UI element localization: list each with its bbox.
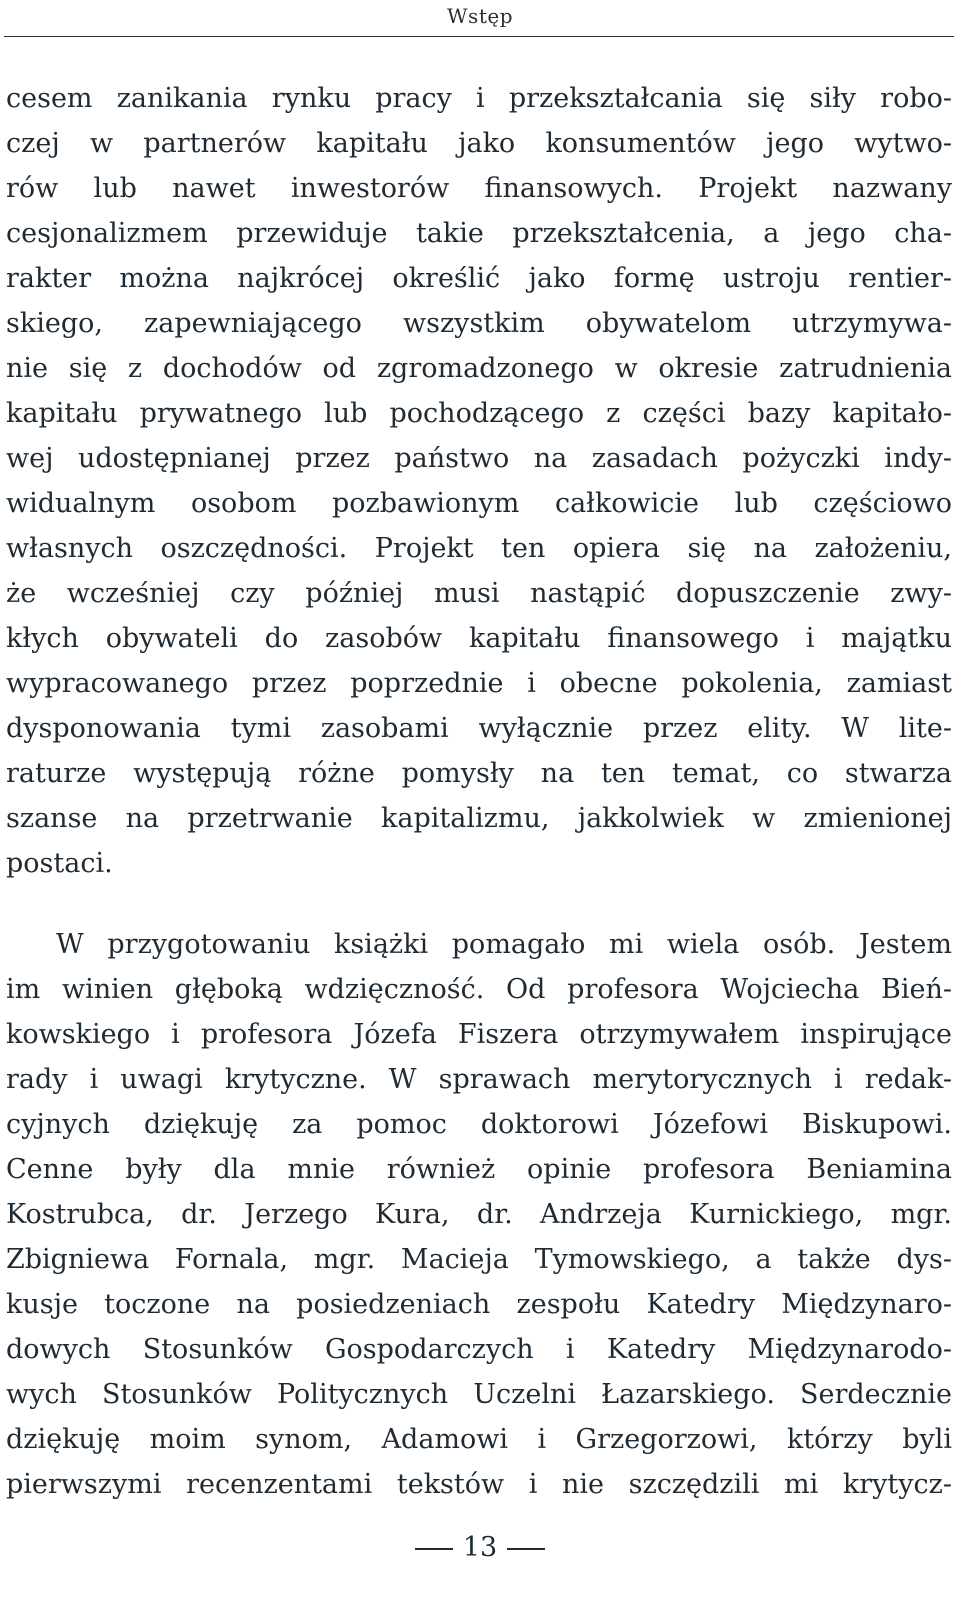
text-line: cesem zanikania rynku pracy i przekształcania się siły robo- bbox=[6, 83, 952, 114]
text-line: Cenne były dla mnie również opinie profesora Beniamina bbox=[6, 1154, 952, 1185]
text-line: wych Stosunków Politycznych Uczelni Łazarskiego. Serdecznie bbox=[6, 1379, 952, 1410]
folio-dash-right bbox=[507, 1548, 545, 1550]
text-line: skiego, zapewniającego wszystkim obywatelom utrzymywa- bbox=[6, 308, 952, 339]
text-line: dysponowania tymi zasobami wyłącznie przez elity. W lite- bbox=[6, 713, 952, 744]
text-line: kłych obywateli do zasobów kapitału finansowego i majątku bbox=[6, 623, 952, 654]
text-line: czej w partnerów kapitału jako konsumentów jego wytwo- bbox=[6, 128, 952, 159]
text-line: rów lub nawet inwestorów finansowych. Projekt nazwany bbox=[6, 173, 952, 204]
text-line: cyjnych dziękuję za pomoc doktorowi Józefowi Biskupowi. bbox=[6, 1109, 952, 1140]
text-line: kusje toczone na posiedzeniach zespołu Katedry Międzynaro- bbox=[6, 1289, 952, 1320]
paragraph-2 bbox=[6, 922, 952, 1507]
page-number-footer bbox=[0, 1532, 960, 1563]
text-line: Kostrubca, dr. Jerzego Kura, dr. Andrzeja Kurnickiego, mgr. bbox=[6, 1199, 952, 1230]
text-line: wej udostępnianej przez państwo na zasadach pożyczki indy- bbox=[6, 443, 952, 474]
text-line: szanse na przetrwanie kapitalizmu, jakkolwiek w zmienionej bbox=[6, 803, 952, 834]
text-line: W przygotowaniu książki pomagało mi wiela osób. Jestem bbox=[56, 929, 952, 960]
text-line: wypracowanego przez poprzednie i obecne pokolenia, zamiast bbox=[6, 668, 952, 699]
page-number: 13 bbox=[462, 1532, 498, 1563]
text-line: nie się z dochodów od zgromadzonego w okresie zatrudnienia bbox=[6, 353, 952, 384]
text-line: że wcześniej czy później musi nastąpić dopuszczenie zwy- bbox=[6, 578, 952, 609]
text-line: kapitału prywatnego lub pochodzącego z części bazy kapitało- bbox=[6, 398, 952, 429]
text-line: dowych Stosunków Gospodarczych i Katedry Międzynarodo- bbox=[6, 1334, 952, 1365]
text-line: postaci. bbox=[6, 848, 113, 879]
text-line: im winien głęboką wdzięczność. Od profesora Wojciecha Bień- bbox=[6, 974, 952, 1005]
text-line: kowskiego i profesora Józefa Fiszera otrzymywałem inspirujące bbox=[6, 1019, 952, 1050]
text-line: pierwszymi recenzentami tekstów i nie szczędzili mi krytycz- bbox=[6, 1469, 952, 1500]
text-line: widualnym osobom pozbawionym całkowicie lub częściowo bbox=[6, 488, 952, 519]
text-line: Zbigniewa Fornala, mgr. Macieja Tymowskiego, a także dys- bbox=[6, 1244, 952, 1275]
text-line: cesjonalizmem przewiduje takie przekształcenia, a jego cha- bbox=[6, 218, 952, 249]
folio-dash-left bbox=[415, 1548, 453, 1550]
paragraph-1 bbox=[6, 76, 952, 886]
text-line: raturze występują różne pomysły na ten temat, co stwarza bbox=[6, 758, 952, 789]
text-line: dziękuję moim synom, Adamowi i Grzegorzowi, którzy byli bbox=[6, 1424, 952, 1455]
running-header: Wstęp bbox=[447, 4, 513, 28]
text-line: własnych oszczędności. Projekt ten opiera się na założeniu, bbox=[6, 533, 952, 564]
header-rule bbox=[4, 36, 954, 37]
text-line: rakter można najkrócej określić jako formę ustroju rentier- bbox=[6, 263, 952, 294]
text-line: rady i uwagi krytyczne. W sprawach merytorycznych i redak- bbox=[6, 1064, 952, 1095]
